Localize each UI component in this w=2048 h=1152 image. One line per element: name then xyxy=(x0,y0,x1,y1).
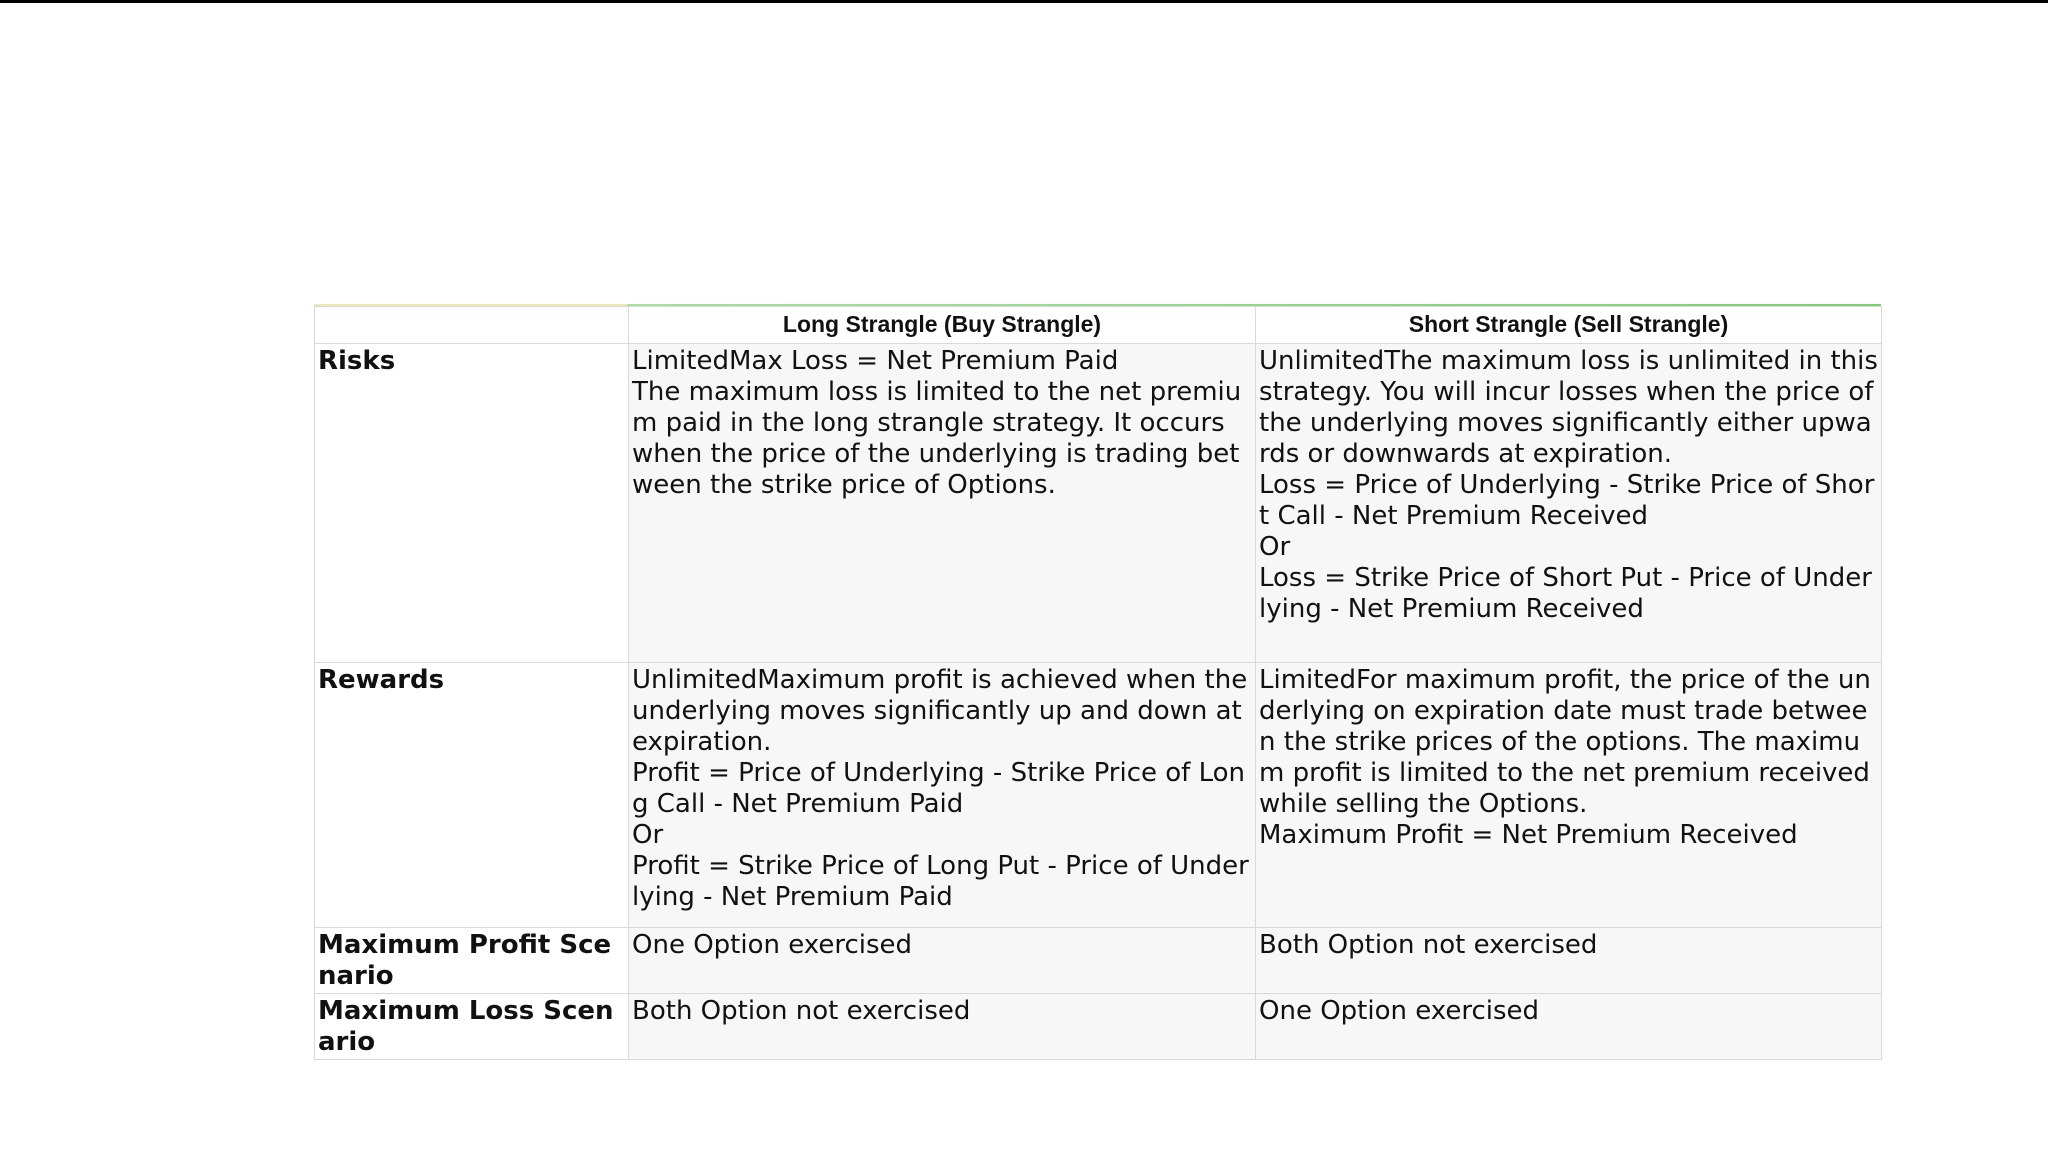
header-short-strangle: Short Strangle (Sell Strangle) xyxy=(1256,307,1882,344)
cell-line: UnlimitedThe maximum loss is unlimited in this strategy. You will incur losses when the price of the underlying moves significantly either upwards or downwards at expiration. xyxy=(1259,346,1878,469)
cell-line: LimitedMax Loss = Net Premium Paid xyxy=(632,346,1119,376)
table-row-rewards xyxy=(315,663,1882,928)
strangle-comparison-table xyxy=(314,306,1882,1060)
table-row-maximum-loss-scenario xyxy=(315,994,1882,1060)
cell-line: One Option exercised xyxy=(1259,996,1540,1026)
top-border xyxy=(0,0,2048,3)
cell-line: Loss = Price of Underlying - Strike Price of Short Call - Net Premium Received xyxy=(1259,470,1875,531)
cell-rewards-long xyxy=(629,663,1256,928)
cell-line: The maximum loss is limited to the net premium paid in the long strangle strategy. It occurs when the price of the underlying is trading between the strike price of Options. xyxy=(632,377,1242,500)
header-long-strangle: Long Strangle (Buy Strangle) xyxy=(629,307,1256,344)
cell-line: Or xyxy=(632,820,664,850)
header-blank-cell xyxy=(315,307,629,344)
cell-rewards-short xyxy=(1256,663,1882,928)
table-row-maximum-profit-scenario xyxy=(315,928,1882,994)
strangle-comparison-table-wrapper xyxy=(314,306,1881,1060)
cell-max-loss-short xyxy=(1256,994,1882,1060)
cell-line: Or xyxy=(1259,532,1291,562)
cell-line: UnlimitedMaximum profit is achieved when the underlying moves significantly up and down at expiration. xyxy=(632,665,1248,757)
cell-line: One Option exercised xyxy=(632,930,913,960)
cell-line: Both Option not exercised xyxy=(632,996,971,1026)
cell-risks-long xyxy=(629,344,1256,663)
cell-risks-short xyxy=(1256,344,1882,663)
header-accent-line xyxy=(314,304,1881,306)
row-label-rewards: Rewards xyxy=(315,663,629,928)
cell-max-profit-short xyxy=(1256,928,1882,994)
cell-line: Profit = Price of Underlying - Strike Price of Long Call - Net Premium Paid xyxy=(632,758,1246,819)
cell-line: Both Option not exercised xyxy=(1259,930,1598,960)
cell-max-loss-long xyxy=(629,994,1256,1060)
cell-max-profit-long xyxy=(629,928,1256,994)
cell-line: Profit = Strike Price of Long Put - Price of Underlying - Net Premium Paid xyxy=(632,851,1249,912)
header-row xyxy=(315,307,1882,344)
cell-line: LimitedFor maximum profit, the price of the underlying on expiration date must trade between the strike prices of the options. The maximum profit is limited to the net premium received while selling the Options. xyxy=(1259,665,1871,819)
cell-line: Loss = Strike Price of Short Put - Price of Underlying - Net Premium Received xyxy=(1259,563,1872,624)
row-label-maximum-profit-scenario: Maximum Profit Scenario xyxy=(315,928,629,994)
cell-line: Maximum Profit = Net Premium Received xyxy=(1259,820,1798,850)
row-label-maximum-loss-scenario: Maximum Loss Scenario xyxy=(315,994,629,1060)
table-row-risks xyxy=(315,344,1882,663)
row-label-risks: Risks xyxy=(315,344,629,663)
